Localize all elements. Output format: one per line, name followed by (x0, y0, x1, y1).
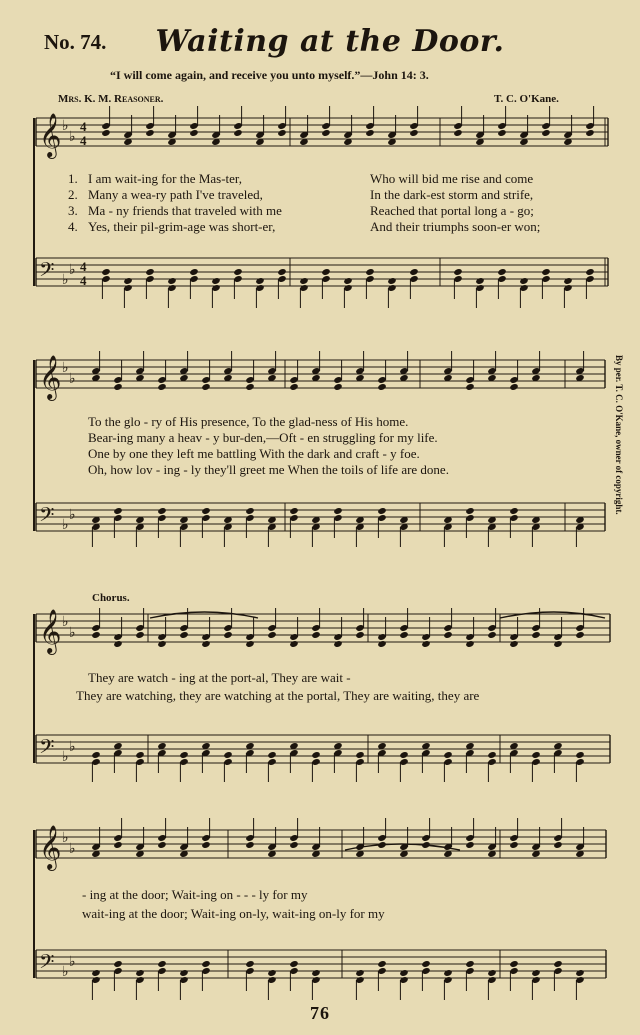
note-chord (91, 827, 100, 858)
note-chord (201, 818, 210, 849)
chorus-line-1-alto: They are watching, they are watching at the portal, They are waiting, they are (76, 688, 480, 703)
note-chord (509, 742, 518, 773)
flat-icon: ♭ (69, 955, 76, 970)
note-chord (487, 827, 496, 858)
note-chord (91, 516, 100, 547)
verse-3-text-b: Reached that portal long a - go; (370, 203, 534, 218)
note-chord (189, 268, 198, 299)
note-chord (399, 969, 408, 1000)
note-chord (201, 617, 210, 648)
note-chord (465, 507, 474, 538)
note-chord (245, 360, 254, 391)
note-chord (377, 960, 386, 991)
note-chord (475, 277, 484, 308)
flat-icon: ♭ (69, 263, 76, 278)
note-chord (509, 960, 518, 991)
note-chord (113, 960, 122, 991)
note-chord (487, 608, 496, 639)
note-chord (541, 106, 550, 137)
flat-icon: ♭ (69, 508, 76, 523)
note-chord (377, 617, 386, 648)
note-chord (167, 277, 176, 308)
note-chord (157, 507, 166, 538)
hymn-number: No. 74. (44, 30, 107, 54)
note-chord (135, 827, 144, 858)
note-chord (201, 742, 210, 773)
note-chord (201, 960, 210, 991)
note-chord (443, 608, 452, 639)
note-chord (465, 617, 474, 648)
bass-staff-3 (36, 735, 610, 765)
note-chord (223, 751, 232, 782)
scripture-epigraph: “I will come again, and receive you unto myself.”—John 14: 3. (110, 68, 429, 82)
note-chord (277, 106, 286, 137)
flat-icon: ♭ (69, 130, 76, 145)
note-chord (465, 960, 474, 991)
note-chord (267, 608, 276, 639)
note-chord (311, 351, 320, 382)
note-chord (509, 507, 518, 538)
note-chord (91, 608, 100, 639)
copyright-notice: By per. T. C. O'Kane, owner of copyright. (614, 355, 624, 515)
note-chord (201, 360, 210, 391)
tie-arc (150, 612, 258, 618)
verse-3-number: 3. (68, 203, 78, 218)
verse-4-number: 4. (68, 219, 78, 234)
note-chord (101, 106, 110, 137)
note-chord (575, 516, 584, 547)
verse-4-line-2: Oh, how lov - ing - ly they'll greet me When the toils of life are done. (88, 462, 449, 477)
note-chord (113, 507, 122, 538)
composer: T. C. O'Kane. (494, 93, 559, 105)
flat-icon: ♭ (62, 750, 69, 765)
note-chord (289, 960, 298, 991)
bass-clef-icon: 𝄢 (39, 258, 55, 286)
note-chord (519, 115, 528, 146)
note-chord (157, 960, 166, 991)
note-chord (355, 608, 364, 639)
note-chord (487, 969, 496, 1000)
note-chord (201, 507, 210, 538)
verse-1-line-2: To the glo - ry of His presence, To the glad-ness of His home. (88, 414, 409, 429)
note-chord (91, 751, 100, 782)
treble-clef-icon: 𝄞 (39, 609, 62, 653)
note-chord (91, 351, 100, 382)
note-chord (333, 507, 342, 538)
note-chord (267, 827, 276, 858)
note-chord (399, 608, 408, 639)
note-chord (135, 351, 144, 382)
note-chord (409, 268, 418, 299)
note-chord (157, 742, 166, 773)
note-chord (123, 115, 132, 146)
note-chord (321, 106, 330, 137)
note-chord (267, 751, 276, 782)
chorus-line-2-alto: wait-ing at the door; Wait-ing on-ly, wait-ing on-ly for my (82, 906, 385, 921)
note-chord (245, 960, 254, 991)
note-chord (245, 818, 254, 849)
note-chord (355, 969, 364, 1000)
note-chord (377, 742, 386, 773)
note-chord (575, 969, 584, 1000)
note-chord (255, 115, 264, 146)
verse-2-line-2: Bear-ing many a heav - y bur-den,—Oft - en struggling for my life. (88, 430, 438, 445)
note-chord (541, 268, 550, 299)
note-chord (585, 268, 594, 299)
flat-icon: ♭ (69, 740, 76, 755)
flat-icon: ♭ (62, 361, 69, 376)
verse-2-text-b: In the dark-est storm and strife, (370, 187, 534, 202)
note-chord (509, 617, 518, 648)
note-chord (189, 106, 198, 137)
note-chord (179, 969, 188, 1000)
note-chord (233, 268, 242, 299)
note-chord (443, 516, 452, 547)
flat-icon: ♭ (62, 518, 69, 533)
flat-icon: ♭ (62, 273, 69, 288)
note-chord (211, 115, 220, 146)
note-chord (245, 742, 254, 773)
note-chord (553, 742, 562, 773)
note-chord (333, 360, 342, 391)
verse-1-text-b: Who will bid me rise and come (370, 171, 534, 186)
note-chord (443, 351, 452, 382)
flat-icon: ♭ (69, 372, 76, 387)
note-chord (465, 818, 474, 849)
note-chord (465, 360, 474, 391)
note-chord (531, 827, 540, 858)
bass-staff-4 (36, 950, 606, 980)
note-chord (299, 115, 308, 146)
note-chord (585, 106, 594, 137)
bass-clef-icon: 𝄢 (39, 735, 55, 763)
treble-clef-icon: 𝄞 (39, 825, 62, 869)
note-chord (157, 360, 166, 391)
flat-icon: ♭ (69, 842, 76, 857)
note-chord (135, 969, 144, 1000)
note-chord (553, 617, 562, 648)
treble-clef-icon: 𝄞 (39, 113, 62, 157)
note-chord (553, 818, 562, 849)
note-chord (399, 351, 408, 382)
note-chord (223, 516, 232, 547)
verse-4-text-a: Yes, their pil-grim-age was short-er, (88, 219, 276, 234)
note-chord (311, 969, 320, 1000)
verse-1-text-a: I am wait-ing for the Mas-ter, (88, 171, 242, 186)
note-chord (145, 268, 154, 299)
note-chord (113, 742, 122, 773)
note-chord (289, 818, 298, 849)
note-chord (487, 351, 496, 382)
note-chord (453, 106, 462, 137)
note-chord (223, 351, 232, 382)
note-chord (145, 106, 154, 137)
note-chord (509, 818, 518, 849)
note-chord (277, 268, 286, 299)
note-chord (365, 106, 374, 137)
note-chord (255, 277, 264, 308)
note-chord (497, 268, 506, 299)
note-chord (179, 516, 188, 547)
bass-clef-icon: 𝄢 (39, 950, 55, 978)
note-chord (421, 960, 430, 991)
note-chord (377, 507, 386, 538)
note-chord (311, 827, 320, 858)
note-chord (575, 751, 584, 782)
note-chord (167, 115, 176, 146)
note-chord (135, 608, 144, 639)
note-chord (321, 268, 330, 299)
time-signature: 4 (80, 119, 87, 134)
lyricist: Mrs. K. M. Reasoner. (58, 93, 164, 105)
note-chord (531, 751, 540, 782)
note-chord (113, 360, 122, 391)
flat-icon: ♭ (69, 626, 76, 641)
treble-clef-icon: 𝄞 (39, 355, 62, 399)
flat-icon: ♭ (62, 615, 69, 630)
flat-icon: ♭ (62, 965, 69, 980)
note-chord (233, 106, 242, 137)
tie-arc (500, 612, 605, 618)
note-chord (443, 827, 452, 858)
note-chord (289, 507, 298, 538)
note-chord (399, 516, 408, 547)
note-chord (421, 742, 430, 773)
note-chord (267, 516, 276, 547)
note-chord (409, 106, 418, 137)
note-chord (333, 617, 342, 648)
time-signature: 4 (80, 133, 87, 148)
note-chord (101, 268, 110, 299)
note-chord (387, 277, 396, 308)
note-chord (365, 268, 374, 299)
note-chord (343, 277, 352, 308)
verse-2-number: 2. (68, 187, 78, 202)
note-chord (289, 360, 298, 391)
note-chord (311, 751, 320, 782)
note-chord (157, 617, 166, 648)
note-chord (113, 818, 122, 849)
note-chord (343, 115, 352, 146)
note-chord (531, 969, 540, 1000)
chorus-line-1-soprano: They are watch - ing at the port-al, They are wait - (88, 670, 351, 685)
note-chord (497, 106, 506, 137)
note-chord (113, 617, 122, 648)
note-chord (211, 277, 220, 308)
note-chord (333, 742, 342, 773)
note-chord (267, 351, 276, 382)
note-chord (355, 516, 364, 547)
notes (91, 106, 605, 1000)
note-chord (487, 751, 496, 782)
staves (34, 113, 610, 980)
note-chord (387, 115, 396, 146)
note-chord (399, 827, 408, 858)
verse-4-text-b: And their triumphs soon-er won; (370, 219, 541, 234)
note-chord (179, 351, 188, 382)
note-chord (289, 617, 298, 648)
note-chord (377, 360, 386, 391)
hymn-title: Waiting at the Door. (155, 24, 505, 59)
note-chord (355, 827, 364, 858)
note-chord (399, 751, 408, 782)
note-chord (421, 617, 430, 648)
note-chord (299, 277, 308, 308)
chorus-line-2-soprano: - ing at the door; Wait-ing on - - - ly for my (82, 887, 308, 902)
note-chord (531, 351, 540, 382)
note-chord (135, 751, 144, 782)
note-chord (311, 516, 320, 547)
note-chord (245, 617, 254, 648)
time-signature: 4 (80, 259, 87, 274)
note-chord (179, 827, 188, 858)
note-chord (123, 277, 132, 308)
note-chord (487, 516, 496, 547)
note-chord (475, 115, 484, 146)
verse-3-line-2: One by one they left me battling With the dark and craft - y foe. (88, 446, 420, 461)
note-chord (531, 516, 540, 547)
note-chord (453, 268, 462, 299)
verse-1-number: 1. (68, 171, 78, 186)
note-chord (575, 827, 584, 858)
note-chord (563, 277, 572, 308)
note-chord (575, 351, 584, 382)
note-chord (563, 115, 572, 146)
page-number: 76 (310, 1003, 330, 1023)
note-chord (443, 969, 452, 1000)
bass-clef-icon: 𝄢 (39, 503, 55, 531)
verse-3-text-a: Ma - ny friends that traveled with me (88, 203, 282, 218)
note-chord (553, 960, 562, 991)
verse-2-text-a: Many a wea-ry path I've traveled, (88, 187, 263, 202)
note-chord (91, 969, 100, 1000)
note-chord (509, 360, 518, 391)
note-chord (289, 742, 298, 773)
note-chord (157, 818, 166, 849)
note-chord (245, 507, 254, 538)
time-signature: 4 (80, 273, 87, 288)
note-chord (179, 751, 188, 782)
note-chord (519, 277, 528, 308)
flat-icon: ♭ (62, 119, 69, 134)
note-chord (311, 608, 320, 639)
note-chord (443, 751, 452, 782)
note-chord (355, 751, 364, 782)
flat-icon: ♭ (62, 831, 69, 846)
note-chord (355, 351, 364, 382)
note-chord (267, 969, 276, 1000)
note-chord (465, 742, 474, 773)
chorus-label: Chorus. (92, 592, 130, 604)
note-chord (135, 516, 144, 547)
